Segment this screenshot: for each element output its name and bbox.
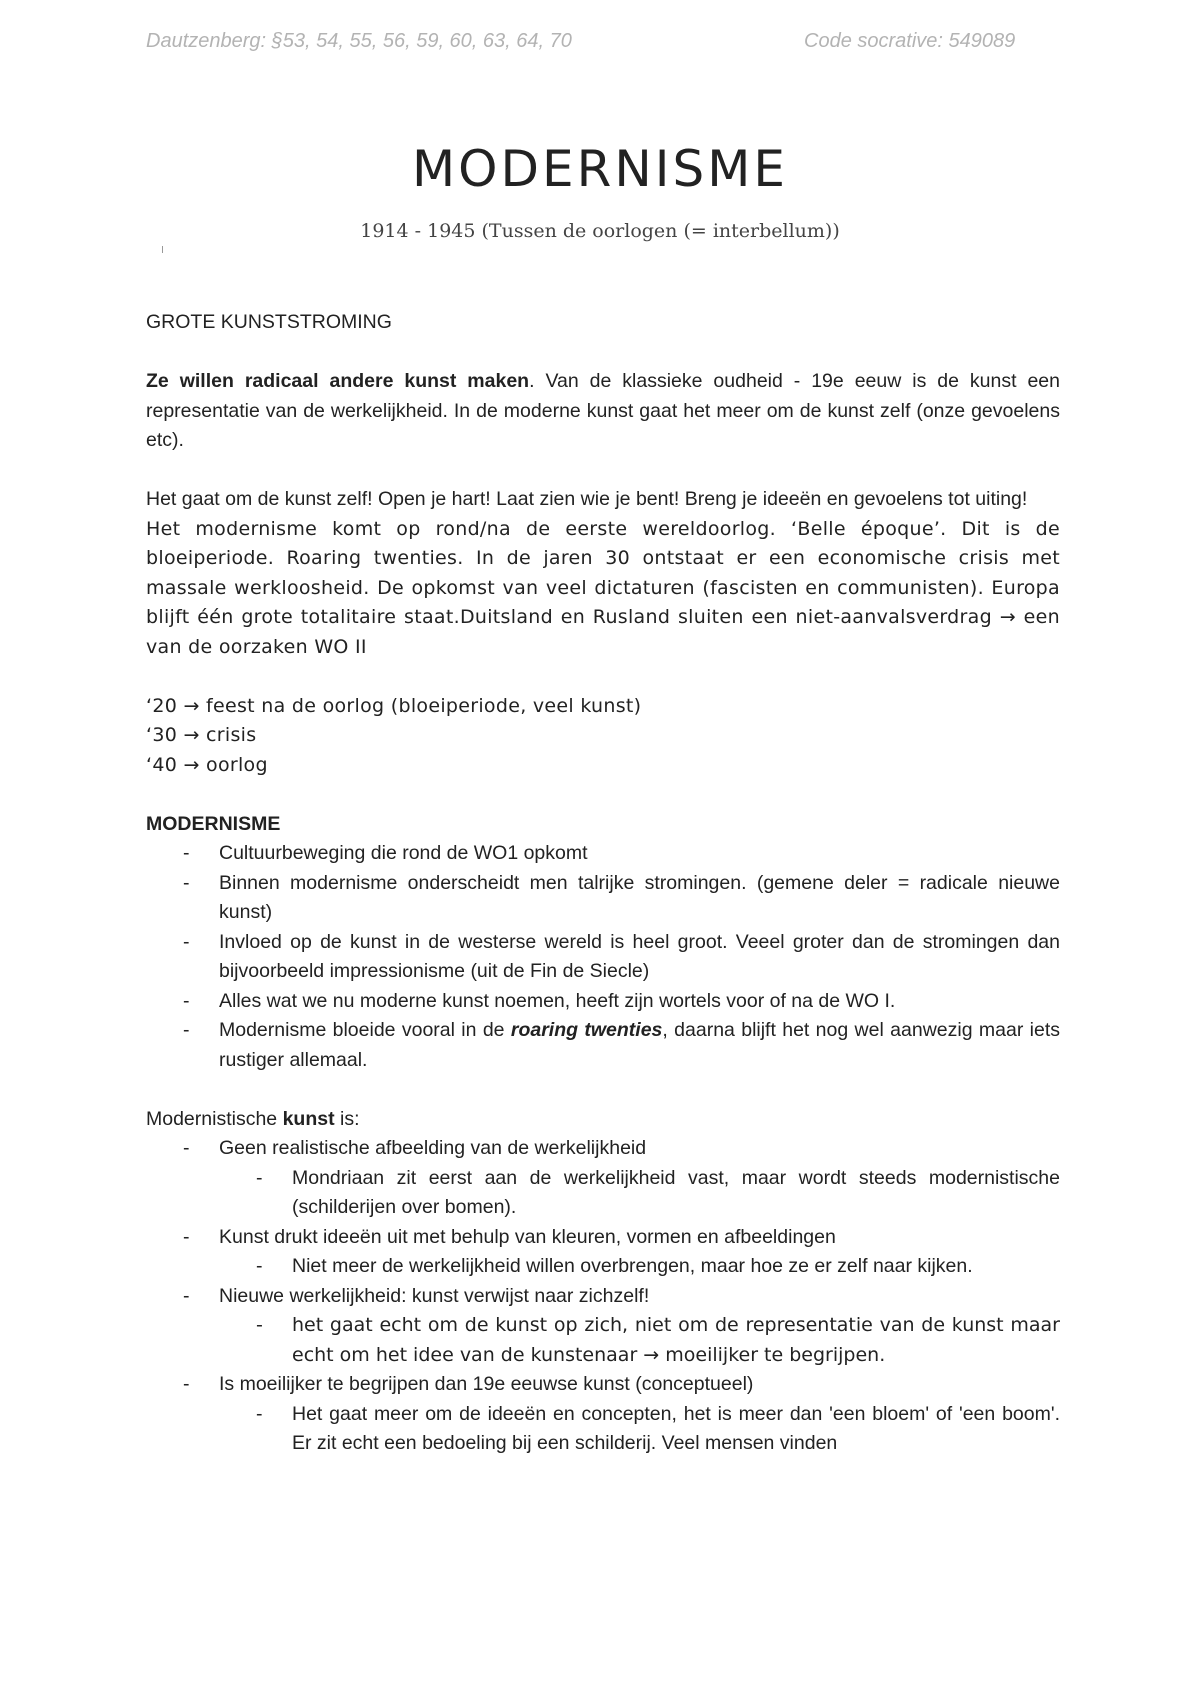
list-item: - Modernisme bloeide vooral in de roaring twenties, daarna blijft het nog wel aanwezig maar iets rustiger allemaal. [183,1019,1060,1071]
sub-list-item: - Het gaat meer om de ideeën en concepten, het is meer dan 'een bloem' of 'een boom'. Er zit echt een bedoeling bij een schilderij. Veel mensen vinden [256,1402,1060,1454]
intro-bold: Ze willen radicaal andere kunst maken [146,370,530,392]
list-item: - Cultuurbeweging die rond de WO1 opkomt [183,842,588,864]
modernisme-list [146,839,1060,1075]
sub-list-item: - Mondriaan zit eerst aan de werkelijkheid vast, maar wordt steeds modernistische (schilderijen over bomen). [256,1166,1060,1218]
list-item: - Is moeilijker te begrijpen dan 19e eeuwse kunst (conceptueel) - Het gaat meer om de ideeën en concepten, het is meer dan 'een bloem' of 'een boom'. Er zit echt een bedoeling bij een schilderij. Veel mensen vinden [146,1370,1060,1459]
header-paragraphs: Dautzenberg: §53, 54, 55, 56, 59, 60, 63, 64, 70 [146,30,572,52]
page-subtitle: 1914 - 1945 (Tussen de oorlogen (= interbellum)) [360,220,840,242]
decade-line: ‘40 → oorlog [146,753,268,776]
page-title: MODERNISME [412,140,788,198]
list-item: - Geen realistische afbeelding van de werkelijkheid - Mondriaan zit eerst aan de werkelijkheid vast, maar wordt steeds modernistische (schilderijen over bomen). [146,1134,1060,1223]
sub-list-item: - Niet meer de werkelijkheid willen overbrengen, maar hoe ze er zelf naar kijken. [256,1255,973,1277]
sub-list-item: - het gaat echt om de kunst op zich, niet om de representatie van de kunst maar echt om het idee van de kunstenaar → moeilijker te begrijpen. [256,1314,1060,1366]
paragraph-2: Het gaat om de kunst zelf! Open je hart! Laat zien wie je bent! Breng je ideeën en gevoelens tot uiting! [146,488,1028,510]
sub-list [219,1400,1060,1459]
header-socrative-code: Code socrative: 549089 [804,30,1016,52]
list-item: - Invloed op de kunst in de westerse wereld is heel groot. Veeel groter dan de stromingen dan bijvoorbeeld impressionisme (uit de Fin de Siecle) [183,930,1060,982]
sub-list [219,1252,1060,1282]
kunst-heading: Modernistische kunst is: [146,1107,360,1130]
kunst-list [146,1134,1060,1459]
intro-rest: . Van de klassieke oudheid - 19e eeuw is de kunst een representatie van de werkelijkheid. In de moderne kunst gaat het meer om de kunst zelf (onze gevoelens etc). [146,370,1060,451]
roaring-twenties-emphasis: roaring twenties [510,1019,663,1041]
document-body [146,308,1060,1459]
list-item: - Kunst drukt ideeën uit met behulp van kleuren, vormen en afbeeldingen - Niet meer de werkelijkheid willen overbrengen, maar hoe ze er zelf naar kijken. [146,1223,1060,1282]
decade-line: ‘30 → crisis [146,724,257,746]
paragraph-3: Het modernisme komt op rond/na de eerste wereldoorlog. ‘Belle époque’. Dit is de bloeiperiode. Roaring twenties. In de jaren 30 ontstaat er een economische crisis met massale werkloosheid. De opkomst van veel dictaturen (fascisten en communisten). Europa blijft één grote totalitaire staat.Duitsland en Rusland sluiten een niet-aanvalsverdrag → een van de oorzaken WO II [146,517,1060,658]
margin-mark [162,246,163,253]
modernisme-heading: MODERNISME [146,812,281,835]
list-item: - Alles wat we nu moderne kunst noemen, heeft zijn wortels voor of na de WO I. [183,989,896,1012]
sub-list [219,1164,1060,1223]
decade-line: ‘20 → feest na de oorlog (bloeiperiode, veel kunst) [146,694,642,717]
section-heading: GROTE KUNSTSTROMING [146,311,392,333]
sub-list [219,1311,1060,1370]
list-item: - Nieuwe werkelijkheid: kunst verwijst naar zichzelf! - het gaat echt om de kunst op zich, niet om de representatie van de kunst maar echt om het idee van de kunstenaar → moeilijker te begrijpen. [146,1282,1060,1371]
intro-paragraph [146,367,1060,456]
list-item: - Binnen modernisme onderscheidt men talrijke stromingen. (gemene deler = radicale nieuwe kunst) [183,871,1060,923]
page-header [146,30,1054,60]
